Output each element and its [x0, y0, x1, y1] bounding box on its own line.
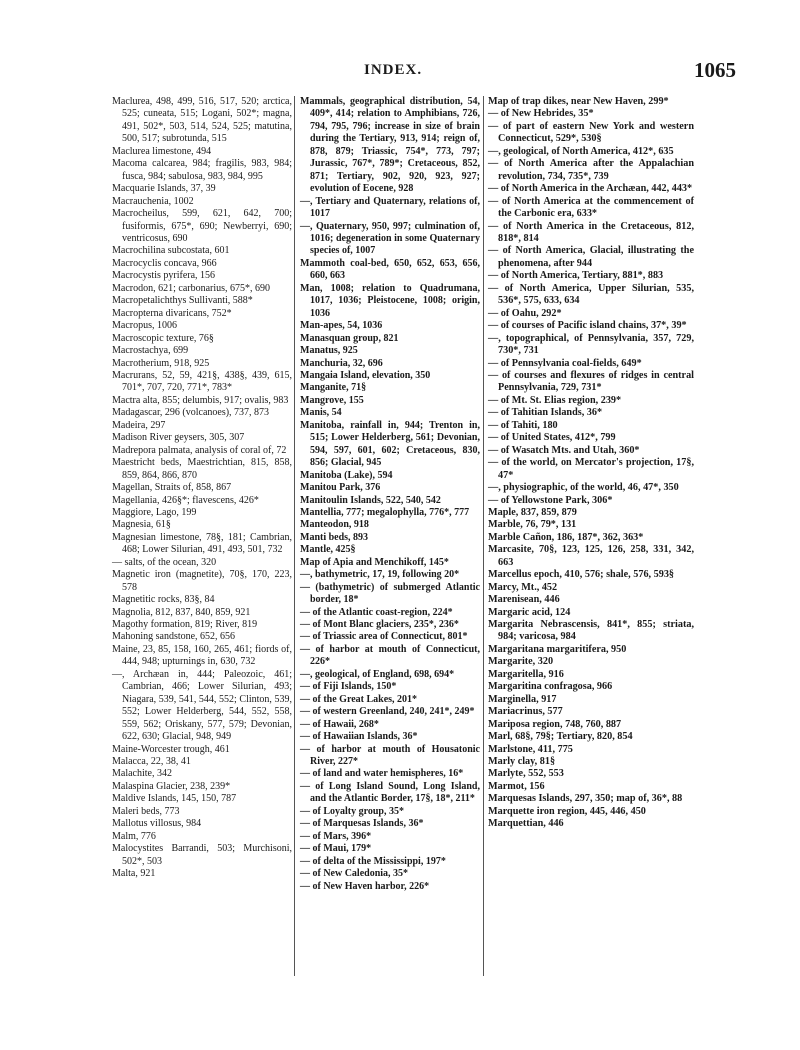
index-entry: Macroscopic texture, 76§ — [112, 332, 214, 344]
index-entry: Marl, 68§, 79§; Tertiary, 820, 854 — [488, 731, 633, 743]
index-entry: Marmot, 156 — [488, 780, 545, 792]
index-entry: — of Pennsylvania coal-fields, 649* — [488, 357, 642, 369]
index-entry: Malm, 776 — [112, 830, 156, 842]
page-header — [0, 58, 800, 88]
index-entry: Mangaia Island, elevation, 350 — [300, 369, 431, 381]
index-entry: Macrodon, 621; carbonarius, 675*, 690 — [112, 282, 271, 294]
index-entry: Mariposa region, 748, 760, 887 — [488, 718, 622, 730]
index-entry: — of Wasatch Mts. and Utah, 360* — [488, 444, 640, 456]
index-column-1 — [112, 96, 292, 881]
index-entry: Magnetitic rocks, 83§, 84 — [112, 594, 215, 606]
index-entry: —, geological, of England, 698, 694* — [300, 668, 455, 680]
index-entry: Macrauchenia, 1002 — [112, 195, 194, 207]
index-entry: Magothy formation, 819; River, 819 — [112, 619, 258, 631]
index-entry: — of Mt. St. Elias region, 239* — [488, 394, 622, 406]
index-entry: Manatus, 925 — [300, 345, 358, 357]
index-entry: Macropus, 1006 — [112, 320, 177, 332]
index-entry: Macrocheilus, 599, 621, 642, 700; fusiformis, 675*, 690; Newberryi, 690; ventricosus, 690 — [112, 208, 292, 244]
index-entry: Manitoulin Islands, 522, 540, 542 — [300, 494, 441, 506]
index-entry: Mammals, geographical distribution, 54, 409*, 414; relation to Amphibians, 726, 794, 795, 796; increase in size of brain during the Tertiary, 913, 914; reign of, 878, 879; Triassic, 754*, 773, 797; Jurassic, 767*, 789*; Cretaceous, 852, 871; Tertiary, 902, 920, 923, 927; evolution of Eocene, 928 — [300, 96, 480, 195]
index-entry: Macquarie Islands, 37, 39 — [112, 183, 216, 195]
index-entry: — of the Atlantic coast-region, 224* — [300, 606, 453, 618]
index-entry: Mangrove, 155 — [300, 394, 364, 406]
index-entry: — of Tahiti, 180 — [488, 419, 558, 431]
index-entry: — of New Caledonia, 35* — [300, 868, 409, 880]
index-entry: — of Hawaiian Islands, 36* — [300, 731, 418, 743]
index-entry: Marquettian, 446 — [488, 818, 564, 830]
index-entry: Magnetic iron (magnetite), 70§, 170, 223, 578 — [112, 569, 292, 593]
index-entry: — of North America, Upper Silurian, 535, 536*, 575, 633, 634 — [488, 282, 694, 307]
index-entry: Malaspina Glacier, 238, 239* — [112, 780, 231, 792]
index-entry: — of Maui, 179* — [300, 843, 372, 855]
index-entry: — of Tahitian Islands, 36* — [488, 407, 603, 419]
index-entry: Macrostachya, 699 — [112, 345, 189, 357]
index-entry: Manitoba (Lake), 594 — [300, 469, 393, 481]
index-entry: Macropterna divaricans, 752* — [112, 307, 232, 319]
index-entry: Margarita Nebrascensis, 841*, 855; striata, 984; varicosa, 984 — [488, 619, 694, 643]
index-entry: — of New Hebrides, 35* — [488, 108, 594, 120]
index-entry: Mantle, 425§ — [300, 544, 356, 556]
index-entry: Madagascar, 296 (volcanoes), 737, 873 — [112, 407, 270, 419]
index-entry: Marquesas Islands, 297, 350; map of, 36*, 88 — [488, 793, 683, 805]
index-entry: Map of trap dikes, near New Haven, 299* — [488, 96, 669, 107]
index-entry: — of United States, 412*, 799 — [488, 432, 616, 444]
index-entry: — of the Great Lakes, 201* — [300, 693, 418, 705]
index-entry: Marginella, 917 — [488, 693, 557, 705]
index-entry: Man, 1008; relation to Quadrumana, 1017, 1036; Pleistocene, 1008; origin, 1036 — [300, 282, 480, 319]
index-entry: Malacca, 22, 38, 41 — [112, 756, 191, 768]
index-entry: Manitoba, rainfall in, 944; Trenton in, 515; Lower Helderberg, 561; Devonian, 594, 597, 601, 602; Cretaceous, 830, 856; Glacial, 945 — [300, 419, 480, 469]
index-entry: — of harbor at mouth of Connecticut, 226* — [300, 643, 480, 668]
index-entry: —, physiographic, of the world, 46, 47*, 350 — [488, 482, 679, 494]
index-entry: — of the world, on Mercator's projection, 17§, 47* — [488, 457, 694, 481]
index-entry: Marcellus epoch, 410, 576; shale, 576, 593§ — [488, 569, 675, 581]
index-entry: —, Quaternary, 950, 997; culmination of, 1016; degeneration in some Quaternary species of, 1007 — [300, 220, 480, 257]
index-entry: — of land and water hemispheres, 16* — [300, 768, 464, 780]
index-entry: Margaritana margaritifera, 950 — [488, 643, 627, 655]
index-entry: Manis, 54 — [300, 407, 342, 419]
index-entry: Macrocyclis concava, 966 — [112, 257, 217, 269]
index-entry: Manganite, 71§ — [300, 382, 367, 394]
index-entry: Macoma calcarea, 984; fragilis, 983, 984; fusca, 984; sabulosa, 983, 984, 995 — [112, 158, 292, 182]
index-entry: Margaritina confragosa, 966 — [488, 681, 613, 693]
index-entry: Mantellia, 777; megalophylla, 776*, 777 — [300, 506, 470, 518]
index-column-3 — [488, 96, 694, 831]
index-entry: Mactra alta, 855; delumbis, 917; ovalis, 983 — [112, 394, 289, 406]
index-entry: — of Long Island Sound, Long Island, and the Atlantic Border, 17§, 18*, 211* — [300, 780, 480, 805]
index-entry: — of part of eastern New York and western Connecticut, 529*, 530§ — [488, 120, 694, 145]
index-entry: Maple, 837, 859, 879 — [488, 506, 577, 518]
index-entry: Margaric acid, 124 — [488, 606, 571, 618]
index-entry: Map of Apia and Menchikoff, 145* — [300, 556, 449, 568]
index-entry: Magnesia, 61§ — [112, 519, 171, 531]
index-entry: — of Mont Blanc glaciers, 235*, 236* — [300, 619, 459, 631]
index-entry: Madrepora palmata, analysis of coral of, 72 — [112, 444, 287, 456]
index-entry: Malta, 921 — [112, 868, 156, 880]
index-entry: Marquette iron region, 445, 446, 450 — [488, 805, 646, 817]
index-entry: Mariacrinus, 577 — [488, 706, 563, 718]
index-entry: Maclurea limestone, 494 — [112, 145, 212, 157]
index-entry: Maggiore, Lago, 199 — [112, 506, 197, 518]
index-entry: Marlyte, 552, 553 — [488, 768, 564, 780]
index-entry: Manasquan group, 821 — [300, 332, 399, 344]
index-entry: Margarite, 320 — [488, 656, 554, 668]
index-entry: — (bathymetric) of submerged Atlantic border, 18* — [300, 581, 480, 606]
index-entry: — of courses of Pacific island chains, 37*, 39* — [488, 320, 687, 332]
index-entry: — salts, of the ocean, 320 — [112, 556, 217, 568]
index-entry: Marlstone, 411, 775 — [488, 743, 573, 755]
index-entry: Marble Cañon, 186, 187*, 362, 363* — [488, 531, 644, 543]
page-number: 1065 — [694, 58, 736, 82]
running-title: INDEX. — [364, 62, 423, 78]
index-entry: Man-apes, 54, 1036 — [300, 320, 383, 332]
index-entry: Mahoning sandstone, 652, 656 — [112, 631, 236, 643]
index-entry: Mammoth coal-bed, 650, 652, 653, 656, 660, 663 — [300, 257, 480, 282]
index-entry: Magellania, 426§*; flavescens, 426* — [112, 494, 259, 506]
index-entry: Macrocystis pyrifera, 156 — [112, 270, 216, 282]
index-entry: — of North America at the commencement of the Carbonic era, 633* — [488, 195, 694, 220]
index-entry: — of North America, Tertiary, 881*, 883 — [488, 270, 664, 282]
index-entry: —, topographical, of Pennsylvania, 357, 729, 730*, 731 — [488, 332, 694, 357]
index-entry: —, bathymetric, 17, 19, following 20* — [300, 569, 460, 581]
index-entry: — of western Greenland, 240, 241*, 249* — [300, 706, 475, 718]
index-entry: —, Archæan in, 444; Paleozoic, 461; Cambrian, 466; Lower Silurian, 493; Niagara, 539, 541, 544, 552; Clinton, 539, 552; Lower Helderberg, 544, 552, 558, 559, 562; Oriskany, 577, 579; Devonian, 622, 630; Glacial, 948, 949 — [112, 668, 292, 743]
index-entry: Marcasite, 70§, 123, 125, 126, 258, 331, 342, 663 — [488, 544, 694, 568]
index-entry: — of Triassic area of Connecticut, 801* — [300, 631, 468, 643]
index-entry: Maine, 23, 85, 158, 160, 265, 461; fiords of, 444, 948; upturnings in, 630, 732 — [112, 643, 292, 668]
index-entry: —, Tertiary and Quaternary, relations of, 1017 — [300, 195, 480, 220]
index-entry: Margaritella, 916 — [488, 668, 564, 680]
index-entry: — of North America after the Appalachian revolution, 734, 735*, 739 — [488, 158, 694, 182]
index-entry: — of New Haven harbor, 226* — [300, 880, 430, 892]
index-entry: — of Fiji Islands, 150* — [300, 681, 397, 693]
index-entry: Madison River geysers, 305, 307 — [112, 432, 245, 444]
index-entry: Marly clay, 81§ — [488, 756, 556, 768]
index-entry: Manchuria, 32, 696 — [300, 357, 383, 369]
index-entry: Madeira, 297 — [112, 419, 166, 431]
index-entry: Manteodon, 918 — [300, 519, 369, 531]
index-entry: — of delta of the Mississippi, 197* — [300, 855, 446, 867]
index-entry: — of Loyalty group, 35* — [300, 805, 404, 817]
index-entry: Maleri beds, 773 — [112, 805, 180, 817]
index-entry: Marenisean, 446 — [488, 594, 560, 606]
index-entry: Mallotus villosus, 984 — [112, 818, 202, 830]
index-entry: Malocystites Barrandi, 503; Murchisoni, 502*, 503 — [112, 843, 292, 867]
index-entry: Macrochilina subcostata, 601 — [112, 245, 230, 257]
index-entry: — of Oahu, 292* — [488, 307, 562, 319]
index-column-2 — [300, 96, 480, 893]
index-entry: Maestricht beds, Maestrichtian, 815, 858, 859, 864, 866, 870 — [112, 457, 292, 481]
index-entry: —, geological, of North America, 412*, 635 — [488, 145, 674, 157]
index-entry: — of Marquesas Islands, 36* — [300, 818, 424, 830]
index-entry: Macrurans, 52, 59, 421§, 438§, 439, 615, 701*, 707, 720, 771*, 783* — [112, 369, 292, 394]
index-entry: — of North America in the Cretaceous, 812, 818*, 814 — [488, 220, 694, 244]
index-entry: — of North America, Glacial, illustrating the phenomena, after 944 — [488, 245, 694, 269]
index-entry: Magellan, Straits of, 858, 867 — [112, 482, 232, 494]
index-entry: Magnesian limestone, 78§, 181; Cambrian, 468; Lower Silurian, 491, 493, 501, 732 — [112, 531, 292, 556]
index-entry: Manitou Park, 376 — [300, 482, 381, 494]
index-entry: Macropetalichthys Sullivanti, 588* — [112, 295, 253, 307]
index-entry: — of Mars, 396* — [300, 830, 372, 842]
index-entry: Marble, 76, 79*, 131 — [488, 519, 577, 531]
index-entry: — of harbor at mouth of Housatonic River, 227* — [300, 743, 480, 768]
index-entry: — of Yellowstone Park, 306* — [488, 494, 613, 506]
index-entry: Maine-Worcester trough, 461 — [112, 743, 230, 755]
index-entry: Malachite, 342 — [112, 768, 172, 780]
index-entry: — of courses and flexures of ridges in central Pennsylvania, 729, 731* — [488, 369, 694, 394]
index-entry: Maldive Islands, 145, 150, 787 — [112, 793, 237, 805]
index-entry: — of Hawaii, 268* — [300, 718, 379, 730]
index-entry: Macrotherium, 918, 925 — [112, 357, 210, 369]
index-entry: Magnolia, 812, 837, 840, 859, 921 — [112, 606, 251, 618]
index-entry: — of North America in the Archæan, 442, 443* — [488, 183, 693, 195]
index-entry: Maclurea, 498, 499, 516, 517, 520; arctica, 525; cuneata, 515; Logani, 502*; magna, 491, 502*, 503, 514, 524, 525; matutina, 500, 517; subrotunda, 515 — [112, 96, 292, 145]
index-entry: Manti beds, 893 — [300, 531, 369, 543]
index-entry: Marcy, Mt., 452 — [488, 581, 558, 593]
